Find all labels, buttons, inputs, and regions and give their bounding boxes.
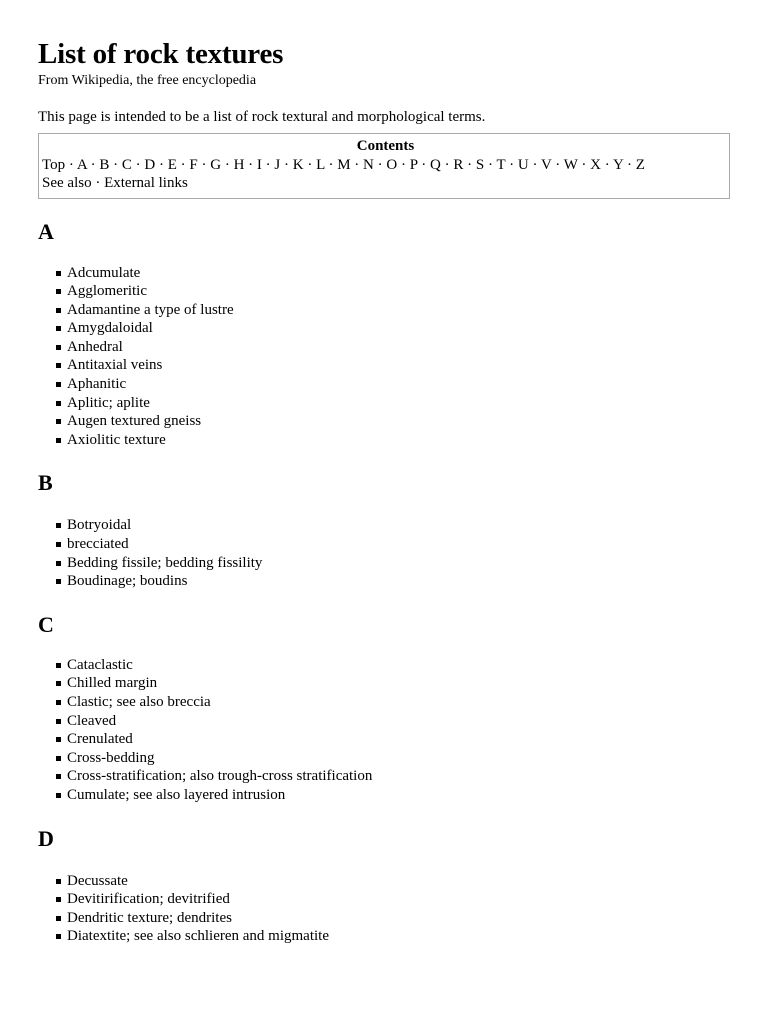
toc-row-other — [42, 174, 729, 193]
toc-separator: · — [444, 156, 450, 173]
list-item-text[interactable]: Clastic; see also breccia — [67, 694, 211, 710]
toc-link[interactable]: Z — [635, 156, 645, 173]
bullet-icon — [56, 737, 61, 742]
toc-separator: · — [180, 156, 186, 173]
toc-link[interactable]: Y — [612, 156, 624, 173]
section-d — [38, 826, 734, 946]
toc-separator: · — [555, 156, 561, 173]
toc-heading: Contents — [356, 138, 415, 154]
bullet-icon — [56, 326, 61, 331]
list-item-text[interactable]: Augen textured gneiss — [67, 413, 202, 430]
toc-link[interactable]: T — [496, 156, 506, 173]
list-item — [38, 693, 734, 712]
list-item — [38, 730, 734, 749]
toc-separator: · — [354, 156, 360, 173]
toc-separator: · — [626, 156, 632, 173]
section-list — [38, 656, 734, 805]
bullet-icon — [56, 719, 61, 724]
bullet-icon — [56, 916, 61, 921]
list-item — [38, 749, 734, 768]
toc-link[interactable]: M — [337, 156, 351, 173]
list-item-text[interactable]: Boudinage; boudins — [67, 573, 188, 590]
toc-separator: · — [113, 156, 119, 173]
list-item-text[interactable]: Adcumulate — [67, 264, 141, 281]
toc-separator: · — [265, 156, 271, 173]
article — [38, 36, 734, 946]
toc-separator: · — [90, 156, 96, 173]
toc-separator: · — [532, 156, 538, 173]
toc-separator: · — [467, 156, 473, 173]
toc-separator: · — [487, 156, 493, 173]
list-item — [38, 338, 734, 357]
list-item — [38, 786, 734, 805]
toc-separator: · — [248, 156, 254, 173]
bullet-icon — [56, 700, 61, 705]
bullet-icon — [56, 345, 61, 350]
bullet-icon — [56, 879, 61, 884]
list-item — [38, 282, 734, 301]
list-item-text[interactable]: Botryoidal — [67, 517, 132, 534]
bullet-icon — [56, 774, 61, 779]
list-item — [38, 872, 734, 891]
toc-link[interactable]: E — [167, 156, 177, 173]
toc-separator: · — [581, 156, 587, 173]
toc-link[interactable]: J — [274, 156, 281, 173]
list-item — [38, 554, 734, 573]
page-title: List of rock textures — [38, 38, 284, 70]
section-a — [38, 219, 734, 450]
list-item-text[interactable]: Adamantine a type of lustre — [67, 301, 234, 318]
toc-link[interactable]: W — [563, 156, 578, 173]
bullet-icon — [56, 438, 61, 443]
bullet-icon — [56, 523, 61, 528]
list-item — [38, 516, 734, 535]
list-item-text[interactable]: brecciated — [67, 536, 129, 553]
toc-link[interactable]: F — [189, 156, 198, 173]
intro-paragraph: This page is intended to be a list of rock textural and morphological terms. — [38, 109, 486, 125]
section-heading: A — [38, 218, 54, 244]
toc-separator: · — [421, 156, 427, 173]
toc-link[interactable]: R — [453, 156, 464, 173]
list-item — [38, 712, 734, 731]
bullet-icon — [56, 289, 61, 294]
bullet-icon — [56, 542, 61, 547]
toc-link[interactable]: O — [386, 156, 398, 173]
list-item — [38, 572, 734, 591]
toc-link[interactable]: I — [256, 156, 262, 173]
toc-separator: · — [328, 156, 334, 173]
list-item — [38, 412, 734, 431]
toc-link[interactable]: See also — [42, 175, 92, 191]
toc-link[interactable]: K — [292, 156, 304, 173]
list-item — [38, 264, 734, 283]
section-heading: B — [38, 470, 53, 496]
toc-separator: · — [224, 156, 230, 173]
toc-separator: · — [201, 156, 207, 173]
bullet-icon — [56, 681, 61, 686]
section-list — [38, 264, 734, 450]
toc-row-letters — [42, 156, 729, 175]
bullet-icon — [56, 793, 61, 798]
list-item — [38, 656, 734, 675]
toc-link[interactable]: X — [590, 156, 601, 173]
bullet-icon — [56, 401, 61, 406]
list-item-text[interactable]: Cataclastic — [67, 656, 133, 673]
toc-separator: · — [377, 156, 383, 173]
list-item-text[interactable]: Cumulate; see also layered intrusion — [67, 786, 286, 803]
list-item-text[interactable]: Bedding fissile; bedding fissility — [67, 554, 263, 571]
list-item-text[interactable]: Anhedral — [67, 338, 123, 355]
toc-separator: · — [68, 156, 74, 173]
toc-link[interactable]: U — [517, 156, 529, 173]
list-item — [38, 927, 734, 946]
section-heading: D — [38, 825, 54, 851]
section-list — [38, 516, 734, 590]
list-item-text[interactable]: Amygdaloidal — [67, 320, 153, 337]
list-item-text[interactable]: Dendritic texture; dendrites — [67, 909, 232, 926]
toc-link[interactable]: V — [540, 156, 552, 173]
list-item — [38, 394, 734, 413]
bullet-icon — [56, 579, 61, 584]
toc-separator: · — [135, 156, 141, 173]
bullet-icon — [56, 663, 61, 668]
bullet-icon — [56, 308, 61, 313]
list-item-text[interactable]: Aplitic; aplite — [67, 394, 150, 411]
list-item — [38, 767, 734, 786]
list-item — [38, 909, 734, 928]
list-item-text[interactable]: Cross-bedding — [67, 749, 155, 766]
toc-separator: · — [307, 156, 313, 173]
bullet-icon — [56, 897, 61, 902]
bullet-icon — [56, 756, 61, 761]
section-heading: C — [38, 611, 54, 637]
toc-link[interactable]: H — [233, 156, 245, 173]
bullet-icon — [56, 382, 61, 387]
list-item — [38, 319, 734, 338]
list-item — [38, 375, 734, 394]
toc-link[interactable]: L — [316, 156, 325, 173]
toc-link[interactable]: External links — [104, 175, 188, 191]
list-item-text[interactable]: Antitaxial veins — [67, 357, 163, 374]
section-c — [38, 612, 734, 805]
list-item-text[interactable]: Diatextite; see also schlieren and migmatite — [67, 928, 329, 945]
bullet-icon — [56, 561, 61, 566]
bullet-icon — [56, 271, 61, 276]
section-list — [38, 872, 734, 946]
toc-link[interactable]: G — [210, 156, 222, 173]
list-item — [38, 535, 734, 554]
toc-link[interactable]: S — [475, 156, 485, 173]
toc-link[interactable]: N — [363, 156, 374, 173]
toc-separator: · — [95, 175, 101, 191]
list-item-text[interactable]: Axiolitic texture — [67, 431, 166, 448]
toc-link[interactable]: P — [409, 156, 418, 173]
toc-link[interactable]: D — [144, 156, 156, 173]
toc-separator: · — [509, 156, 515, 173]
section-b — [38, 470, 734, 590]
toc-separator: · — [604, 156, 610, 173]
toc-separator: · — [158, 156, 164, 173]
toc-separator: · — [284, 156, 289, 173]
page-subtitle: From Wikipedia, the free encyclopedia — [38, 73, 257, 88]
list-item — [38, 431, 734, 450]
list-item — [38, 301, 734, 320]
list-item — [38, 674, 734, 693]
list-item-text[interactable]: Devitirification; devitrified — [67, 891, 230, 908]
table-of-contents — [38, 133, 730, 199]
toc-link[interactable]: Top — [42, 156, 66, 173]
toc-link[interactable]: B — [99, 156, 110, 173]
list-item-text[interactable]: Decussate — [67, 872, 128, 889]
toc-link[interactable]: Q — [430, 156, 441, 173]
toc-separator: · — [400, 156, 406, 173]
list-item-text[interactable]: Aphanitic — [67, 376, 127, 393]
toc-link[interactable]: A — [76, 156, 87, 173]
list-item-text[interactable]: Chilled margin — [67, 675, 158, 692]
list-item-text[interactable]: Cross-stratification; also trough-cross stratification — [67, 768, 373, 785]
bullet-icon — [56, 419, 61, 424]
list-item-text[interactable]: Crenulated — [67, 731, 133, 748]
bullet-icon — [56, 363, 61, 368]
list-item-text[interactable]: Agglomeritic — [67, 283, 147, 300]
list-item — [38, 356, 734, 375]
bullet-icon — [56, 934, 61, 939]
list-item — [38, 890, 734, 909]
list-item-text[interactable]: Cleaved — [67, 712, 117, 729]
toc-link[interactable]: C — [121, 156, 132, 173]
